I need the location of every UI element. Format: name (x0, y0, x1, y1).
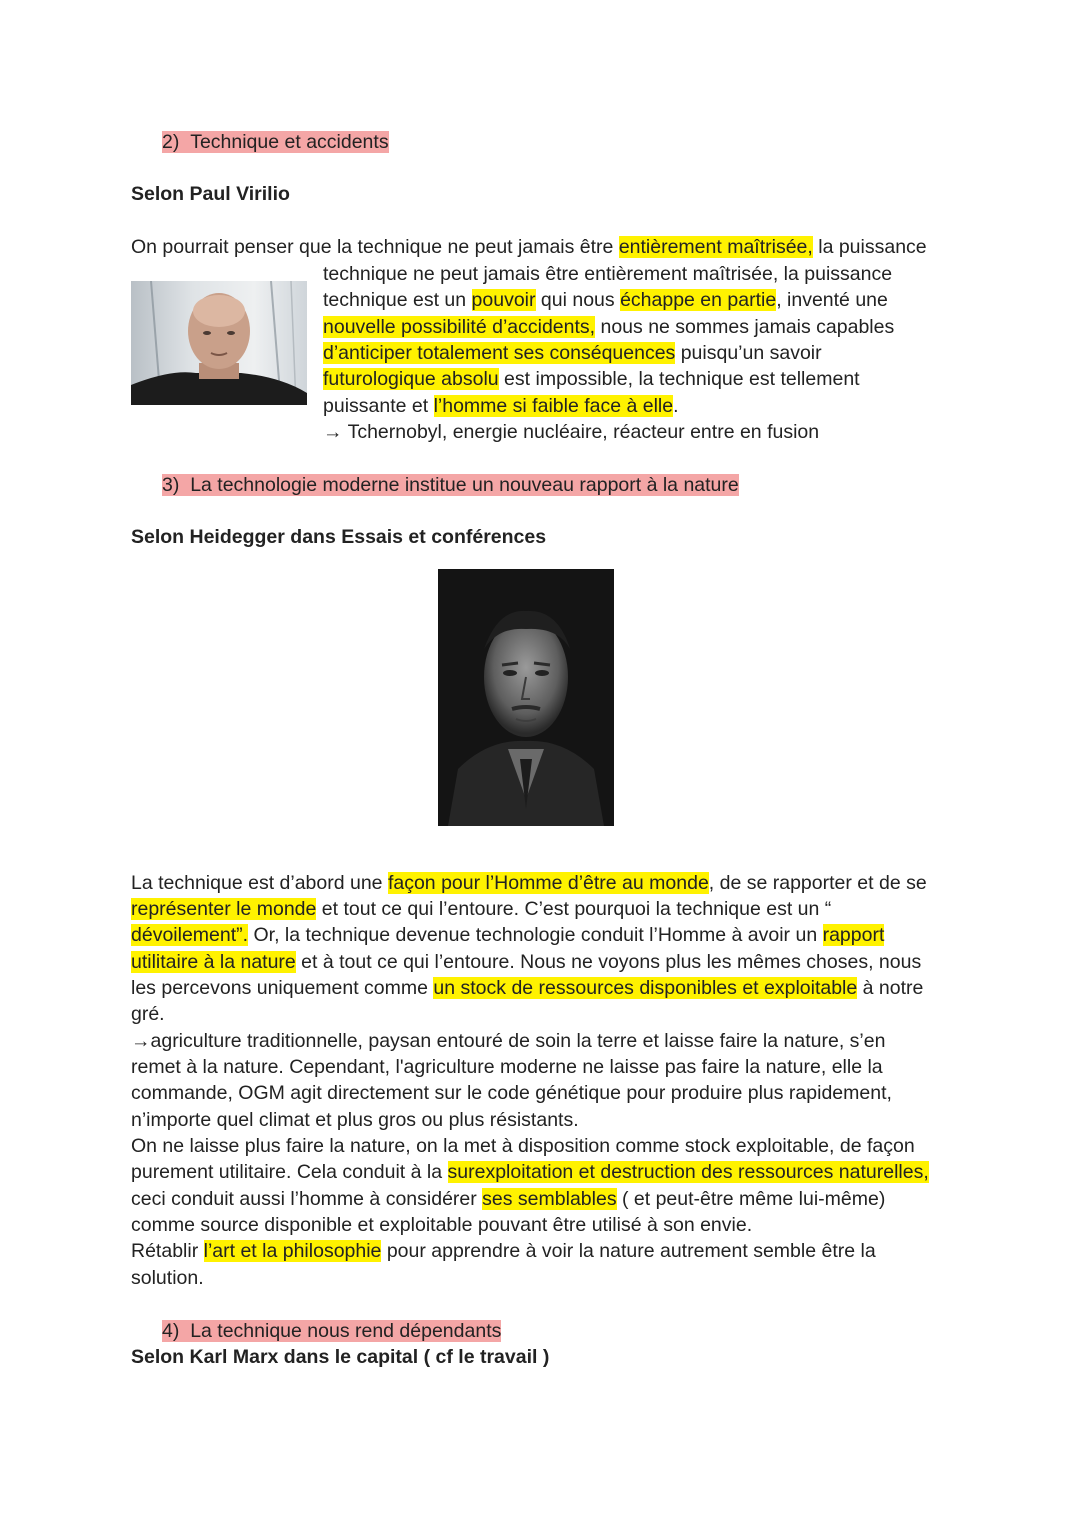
virilio-line-1: On pourrait penser que la technique ne peut jamais être entièrement maîtrisée, la puissance (131, 236, 927, 258)
section-4-number: 4) (162, 1320, 180, 1342)
section-4-title: La technique nous rend dépendants (190, 1320, 502, 1342)
heidegger-line-11: On ne laisse plus faire la nature, on la met à disposition comme stock exploitable, de façon (131, 1135, 915, 1157)
virilio-line-8: → Tchernobyl, energie nucléaire, réacteur entre en fusion (323, 421, 820, 443)
heidegger-author: Selon Heidegger dans Essais et conférences (131, 526, 547, 548)
section-4-heading (162, 1318, 501, 1344)
virilio-line-2: technique ne peut jamais être entièrement maîtrisée, la puissance (323, 263, 893, 285)
virilio-line-3: technique est un pouvoir qui nous échappe en partie, inventé une (323, 289, 888, 311)
section-3-number: 3) (162, 474, 180, 496)
section-2-title: Technique et accidents (190, 131, 389, 153)
virilio-photo (131, 281, 307, 405)
virilio-line-4: nouvelle possibilité d’accidents, nous ne sommes jamais capables (323, 316, 895, 338)
section-2-heading (162, 129, 389, 155)
heidegger-line-14: comme source disponible et exploitable pouvant être utilisé à son envie. (131, 1214, 753, 1236)
section-3-title: La technologie moderne institue un nouveau rapport à la nature (190, 474, 739, 496)
virilio-line-7: puissante et l’homme si faible face à elle. (323, 395, 679, 417)
heidegger-photo (438, 569, 614, 826)
heidegger-line-7: →agriculture traditionnelle, paysan entouré de soin la terre et laisse faire la nature, s’en (131, 1030, 886, 1052)
virilio-line-5: d’anticiper totalement ses conséquences puisqu’un savoir (323, 342, 822, 364)
heidegger-line-13: ceci conduit aussi l’homme à considérer ses semblables ( et peut-être même lui-même) (131, 1188, 886, 1210)
virilio-author: Selon Paul Virilio (131, 183, 290, 205)
heidegger-line-3: dévoilement”. Or, la technique devenue technologie conduit l’Homme à avoir un rapport (131, 924, 885, 946)
marx-author: Selon Karl Marx dans le capital ( cf le travail ) (131, 1346, 550, 1368)
heidegger-line-12: purement utilitaire. Cela conduit à la surexploitation et destruction des ressources naturelles, (131, 1161, 929, 1183)
heidegger-line-8: remet à la nature. Cependant, l'agriculture moderne ne laisse pas faire la nature, elle la (131, 1056, 883, 1078)
heidegger-line-9: commande, OGM agit directement sur le code génétique pour produire plus rapidement, (131, 1082, 892, 1104)
heidegger-line-10: n’importe quel climat et plus gros ou plus résistants. (131, 1109, 579, 1131)
heidegger-line-15: Rétablir l’art et la philosophie pour apprendre à voir la nature autrement semble être la (131, 1240, 876, 1262)
heidegger-line-1: La technique est d’abord une façon pour l’Homme d’être au monde, de se rapporter et de se (131, 872, 927, 894)
section-2-number: 2) (162, 131, 180, 153)
heidegger-line-16: solution. (131, 1267, 204, 1289)
heidegger-line-5: les percevons uniquement comme un stock de ressources disponibles et exploitable à notre (131, 977, 924, 999)
section-3-heading (162, 472, 739, 498)
heidegger-line-6: gré. (131, 1003, 165, 1025)
virilio-line-6: futurologique absolu est impossible, la technique est tellement (323, 368, 860, 390)
heidegger-line-4: utilitaire à la nature et à tout ce qui l’entoure. Nous ne voyons plus les mêmes choses, nous (131, 951, 922, 973)
heidegger-line-2: représenter le monde et tout ce qui l’entoure. C’est pourquoi la technique est un “ (131, 898, 832, 920)
